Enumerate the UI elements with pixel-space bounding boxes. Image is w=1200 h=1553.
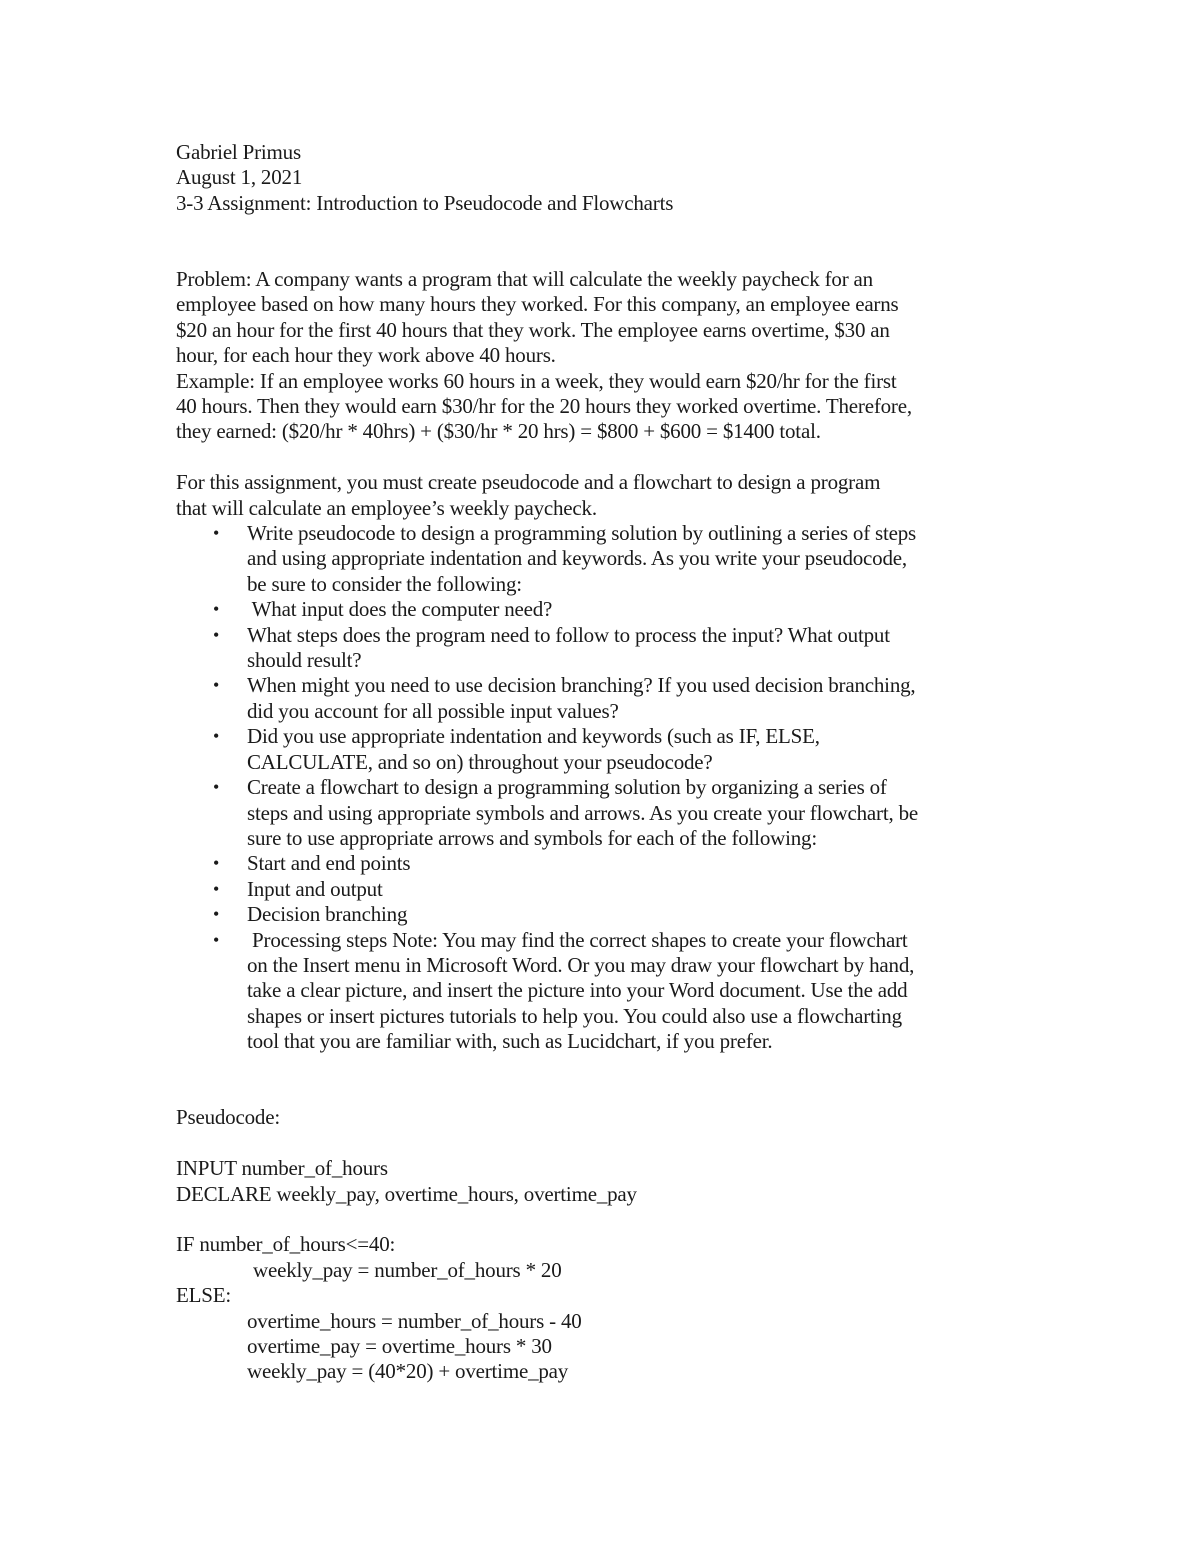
list-item <box>176 928 1036 1055</box>
list-item-line: Processing steps Note: You may find the correct shapes to create your flowchart <box>247 927 908 952</box>
code-line-declare: DECLARE weekly_pay, overtime_hours, overtime_pay <box>176 1181 637 1206</box>
document-date: August 1, 2021 <box>176 165 303 190</box>
bullet-icon: • <box>213 929 220 950</box>
spacer <box>176 1131 1036 1156</box>
list-item-line: shapes or insert pictures tutorials to help you. You could also use a flowcharting <box>247 1003 902 1028</box>
list-item-line: When might you need to use decision branching? If you used decision branching, <box>247 673 916 698</box>
problem-paragraph <box>176 267 1036 369</box>
code-line-else-body: overtime_pay = overtime_hours * 30 <box>247 1333 552 1358</box>
bullet-icon: • <box>213 523 220 544</box>
list-item <box>176 902 1036 927</box>
assignment-paragraph <box>176 470 1036 521</box>
spacer <box>176 1080 1036 1105</box>
example-line: they earned: ($20/hr * 40hrs) + ($30/hr * 20 hrs) = $800 + $600 = $1400 total. <box>176 419 821 444</box>
code-line-if-body: weekly_pay = number_of_hours * 20 <box>253 1257 562 1282</box>
problem-line: Problem: A company wants a program that will calculate the weekly paycheck for an <box>176 267 873 291</box>
list-item <box>176 724 1036 775</box>
bullet-icon: • <box>213 777 220 798</box>
spacer <box>176 216 1036 241</box>
problem-line: hour, for each hour they work above 40 hours. <box>176 343 556 368</box>
bullet-icon: • <box>213 624 220 645</box>
list-item-line: Write pseudocode to design a programming solution by outlining a series of steps <box>247 521 917 546</box>
list-item-line: tool that you are familiar with, such as Lucidchart, if you prefer. <box>247 1029 773 1054</box>
spacer <box>176 1207 1036 1232</box>
list-item <box>176 673 1036 724</box>
author-name: Gabriel Primus <box>176 140 301 164</box>
code-line-input: INPUT number_of_hours <box>176 1156 388 1181</box>
code-line-else: ELSE: <box>176 1283 231 1308</box>
list-item <box>176 521 1036 597</box>
list-item <box>176 851 1036 876</box>
spacer <box>176 242 1036 267</box>
list-item-line: Did you use appropriate indentation and keywords (such as IF, ELSE, <box>247 724 820 749</box>
list-item-line: did you account for all possible input values? <box>247 698 619 723</box>
document-body <box>176 140 1036 1385</box>
list-item-line: Input and output <box>247 876 383 901</box>
problem-line: $20 an hour for the first 40 hours that they work. The employee earns overtime, $30 an <box>176 317 890 342</box>
spacer <box>176 445 1036 470</box>
list-item-line: What input does the computer need? <box>247 597 553 622</box>
example-line: Example: If an employee works 60 hours in a week, they would earn $20/hr for the first <box>176 368 897 393</box>
bullet-icon: • <box>213 904 220 925</box>
code-line-if: IF number_of_hours<=40: <box>176 1232 396 1257</box>
list-item-line: on the Insert menu in Microsoft Word. Or you may draw your flowchart by hand, <box>247 952 915 977</box>
list-item <box>176 775 1036 851</box>
example-paragraph <box>176 369 1036 445</box>
list-item-line: sure to use appropriate arrows and symbols for each of the following: <box>247 825 817 850</box>
list-item-line: should result? <box>247 648 362 673</box>
requirements-list <box>176 521 1036 1055</box>
assignment-title: 3-3 Assignment: Introduction to Pseudocode and Flowcharts <box>176 190 674 215</box>
list-item-line: and using appropriate indentation and keywords. As you write your pseudocode, <box>247 546 907 571</box>
list-item <box>176 877 1036 902</box>
list-item-line: Create a flowchart to design a programming solution by organizing a series of <box>247 775 887 800</box>
bullet-icon: • <box>213 599 220 620</box>
assignment-line: that will calculate an employee’s weekly paycheck. <box>176 495 597 520</box>
example-line: 40 hours. Then they would earn $30/hr for the 20 hours they worked overtime. Therefore, <box>176 394 912 419</box>
list-item <box>176 597 1036 622</box>
list-item-line: CALCULATE, and so on) throughout your pseudocode? <box>247 749 713 774</box>
pseudocode-heading: Pseudocode: <box>176 1105 280 1130</box>
problem-line: employee based on how many hours they worked. For this company, an employee earns <box>176 292 899 317</box>
list-item-line: What steps does the program need to follow to process the input? What output <box>247 622 890 647</box>
list-item-line: be sure to consider the following: <box>247 571 522 596</box>
code-line-else-body: weekly_pay = (40*20) + overtime_pay <box>247 1359 569 1384</box>
bullet-icon: • <box>213 726 220 747</box>
list-item-line: Decision branching <box>247 902 408 927</box>
assignment-line: For this assignment, you must create pseudocode and a flowchart to design a program <box>176 470 881 495</box>
list-item-line: take a clear picture, and insert the picture into your Word document. Use the add <box>247 978 908 1003</box>
list-item-line: steps and using appropriate symbols and arrows. As you create your flowchart, be <box>247 800 918 825</box>
code-line-else-body: overtime_hours = number_of_hours - 40 <box>247 1308 582 1333</box>
bullet-icon: • <box>213 853 220 874</box>
list-item-line: Start and end points <box>247 851 411 876</box>
bullet-icon: • <box>213 878 220 899</box>
list-item <box>176 623 1036 674</box>
bullet-icon: • <box>213 675 220 696</box>
pseudocode-block <box>176 1156 1036 1385</box>
spacer <box>176 1055 1036 1080</box>
